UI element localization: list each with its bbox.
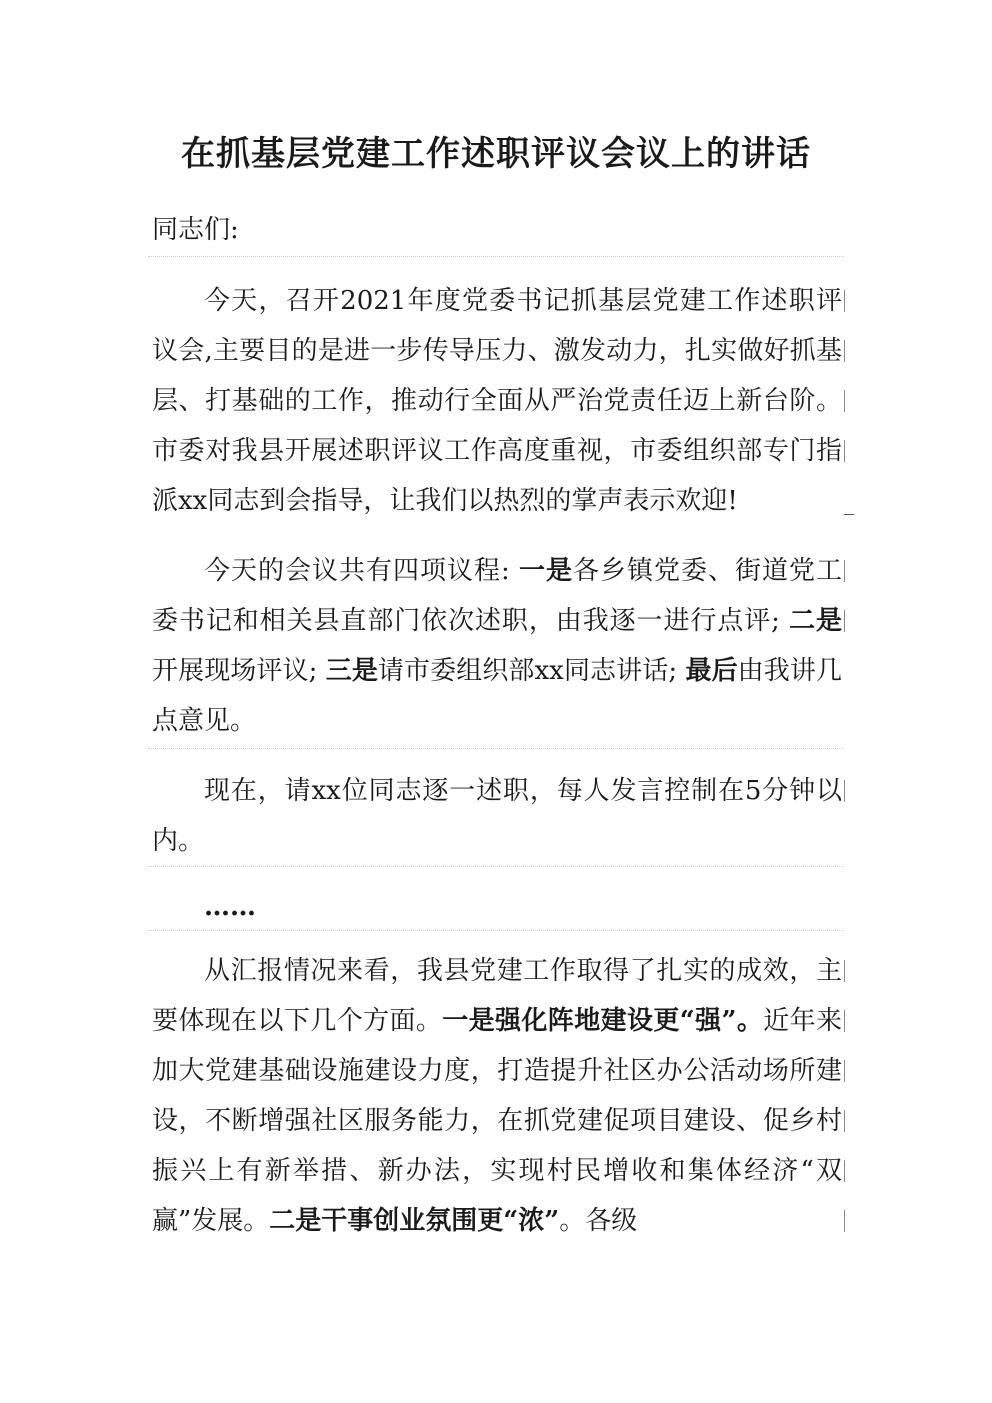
salutation: 同志们:	[152, 215, 239, 245]
agenda-last-label: 最后	[685, 656, 738, 686]
paragraph-results	[152, 946, 842, 1246]
results-first-text: 近年来加大党建基础设施建设力度，打造提升社区办公活动场所建设，不断增强社区服务能力，在抓党建促项目建设、促乡村振兴上有新举措、新办法，实现村民增收和集体经济“双赢”发展。	[152, 1006, 842, 1236]
divider	[148, 748, 844, 749]
line-end-mark	[844, 440, 845, 462]
agenda-intro: 今天的会议共有四项议程:	[204, 556, 519, 586]
agenda-third-label: 三是	[325, 656, 378, 686]
paragraph-end-mark	[844, 514, 854, 515]
agenda-second-text: 开展现场评议;	[152, 656, 326, 686]
agenda-first-text: 各乡镇党委、街道党工委书记和相关县直部门依次述职，由我逐一进行点评;	[152, 556, 842, 636]
paragraph-agenda	[152, 546, 842, 746]
results-second-text: 。各级	[559, 1206, 638, 1236]
line-end-mark	[844, 390, 845, 412]
ellipsis: ……	[204, 892, 256, 922]
results-second-heading: 二是干事创业氛围更“浓”	[269, 1206, 560, 1236]
divider	[148, 930, 844, 931]
results-first-heading: 一是强化阵地建设更“强”。	[442, 1006, 764, 1036]
divider	[148, 256, 844, 257]
line-end-mark	[844, 560, 845, 582]
line-end-mark	[844, 290, 845, 312]
agenda-first-label: 一是	[519, 556, 573, 586]
agenda-third-text: 请市委组织部xx同志讲话;	[377, 656, 686, 686]
line-end-mark	[844, 1110, 845, 1132]
line-end-mark	[844, 610, 845, 632]
agenda-last-text: 由我讲几点意见。	[152, 656, 842, 736]
line-end-mark	[844, 1210, 845, 1232]
line-end-mark	[844, 960, 845, 982]
paragraph-instruction: 现在，请xx位同志逐一述职，每人发言控制在5分钟以内。	[152, 776, 842, 856]
document-title: 在抓基层党建工作述职评议会议上的讲话	[181, 134, 811, 174]
line-end-mark	[844, 1160, 845, 1182]
line-end-mark	[844, 780, 845, 802]
line-end-mark	[844, 340, 845, 362]
divider	[148, 866, 844, 867]
results-intro: 从汇报情况来看，我县党建工作取得了扎实的成效，主要体现在以下几个方面。	[152, 956, 842, 1036]
paragraph-opening: 今天，召开2021年度党委书记抓基层党建工作述职评议会,主要目的是进一步传导压力、激发动力，扎实做好抓基层、打基础的工作，推动行全面从严治党责任迈上新台阶。市委对我县开展述职评议工作高度重视，市委组织部专门指派xx同志到会指导，让我们以热烈的掌声表示欢迎!	[152, 286, 842, 516]
agenda-second-label: 二是	[789, 606, 842, 636]
line-end-mark	[844, 1010, 845, 1032]
line-end-mark	[844, 1060, 845, 1082]
